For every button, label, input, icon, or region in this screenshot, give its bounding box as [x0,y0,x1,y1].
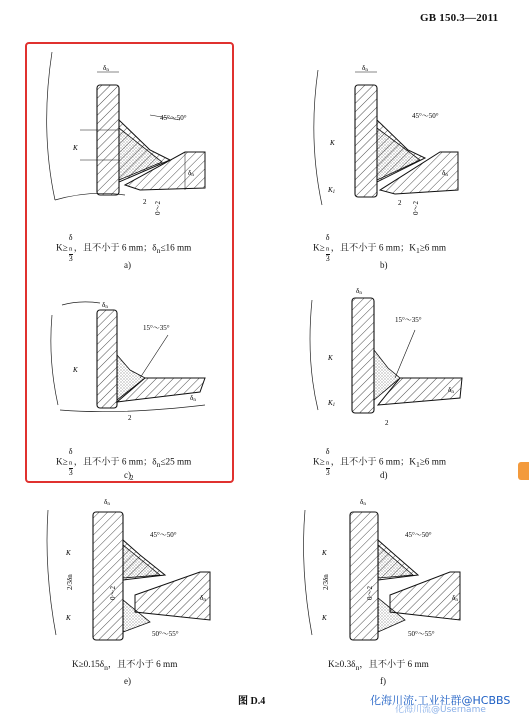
svg-text:K: K [73,144,78,152]
svg-text:δn: δn [452,594,458,603]
svg-text:δn: δn [190,394,196,403]
svg-text:0～2: 0～2 [109,586,117,600]
svg-text:δn: δn [103,64,109,73]
panel-f-drawing [304,498,460,640]
svg-text:δn: δn [104,498,110,507]
svg-text:δn: δn [362,64,368,73]
svg-text:K: K [322,549,327,557]
svg-text:2/3δn: 2/3δn [66,574,74,590]
watermark-subtext: 化海川流@Username [395,705,486,715]
watermark-text: 化海川流·工业社群@HCBBS [370,694,511,707]
svg-text:50°～55°: 50°～55° [408,630,435,638]
svg-text:K: K [330,139,335,147]
standard-number: GB 150.3—2011 [420,12,499,24]
panel-c-label: c) [124,470,131,480]
svg-text:15°～35°: 15°～35° [395,316,422,324]
svg-text:45°～50°: 45°～50° [412,112,439,120]
panel-a-formula: K≥ δ $_n$ 3 ，且不小于 6 mm；$\delta_n\le 16$ mm [56,233,192,263]
figure-title: 图 D.4 [238,696,266,707]
svg-text:δn: δn [360,498,366,507]
svg-text:K: K [328,354,333,362]
svg-text:50°～55°: 50°～55° [152,630,179,638]
svg-text:δn: δn [200,594,206,603]
svg-text:δn: δn [102,301,108,310]
svg-text:45°～50°: 45°～50° [405,531,432,539]
svg-text:2/3δn: 2/3δn [322,574,330,590]
svg-text:0～2: 0～2 [366,586,374,600]
svg-text:2: 2 [385,419,389,427]
panel-c-drawing [51,301,205,422]
panel-d-label: d) [380,470,388,480]
svg-text:K: K [73,366,78,374]
svg-text:2: 2 [130,474,134,482]
svg-text:K: K [66,549,71,557]
panel-a-drawing [47,52,205,215]
svg-text:K1: K1 [328,399,336,408]
panel-f-label: f) [380,676,386,686]
svg-text:K1: K1 [328,186,336,195]
svg-text:δn: δn [448,386,454,395]
panel-d-formula: K≥ δ $_n$ 3 ，且不小于 6 mm；$K_1\ge 6$ mm [313,447,446,477]
svg-text:2: 2 [398,199,402,207]
svg-text:δn: δn [442,169,448,178]
svg-text:δn: δn [188,169,194,178]
svg-text:45°～50°: 45°～50° [150,531,177,539]
svg-text:0～2: 0～2 [412,201,420,215]
svg-text:2: 2 [143,198,147,206]
svg-text:15°～35°: 15°～35° [143,324,170,332]
svg-text:45°～50°: 45°～50° [160,114,187,122]
svg-text:K: K [322,614,327,622]
panel-b-formula: K≥ δ $_n$ 3 ，且不小于 6 mm；$K_1\ge 6$ mm [313,233,446,263]
svg-text:δn: δn [356,287,362,296]
panel-f-formula: $K\ge 0.3\delta_n$，且不小于 6 mm [328,659,429,672]
panel-b-drawing [314,64,458,215]
panel-d-drawing [310,287,462,427]
panel-e-drawing [47,474,210,640]
panel-a-label: a) [124,260,131,270]
panel-e-formula: $K\ge 0.15\delta_n$，且不小于 6 mm [72,659,178,672]
svg-text:2: 2 [128,414,132,422]
svg-text:K: K [66,614,71,622]
panel-e-label: e) [124,676,131,686]
panel-c-formula: K≥ δ $_n$ 3 ，且不小于 6 mm；$\delta_n\le 25$ mm [56,447,192,477]
panel-b-label: b) [380,260,388,270]
svg-text:0～2: 0～2 [154,201,162,215]
